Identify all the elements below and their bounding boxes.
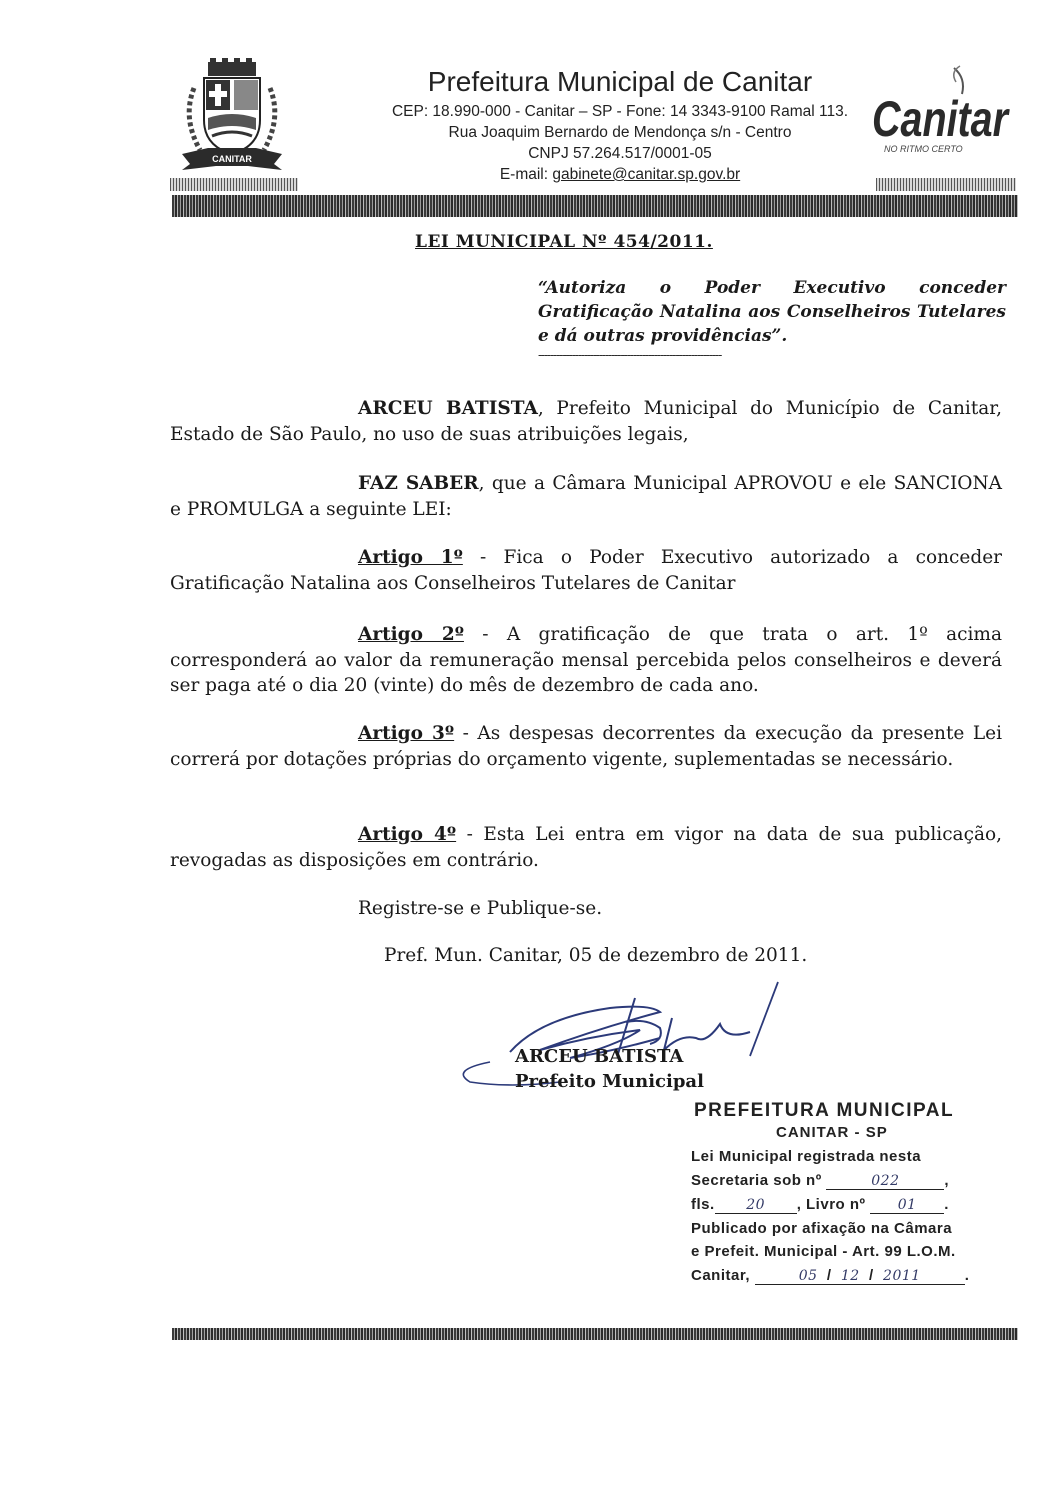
logo-slogan: NO RITMO CERTO <box>884 144 963 154</box>
article-3 <box>170 721 1002 772</box>
article-1-text: - Fica o Poder Executivo autorizado a conceder Gratificação Natalina aos Conselheiros Tutelares de Canitar <box>170 547 1002 594</box>
article-2 <box>170 622 1002 699</box>
stamp-secretaria-value: 022 <box>871 1173 900 1189</box>
preamble-paragraph <box>170 396 1002 447</box>
stamp-date: Canitar, 05 / 12 / 2011 . <box>691 1267 970 1284</box>
stamp-date-label: Canitar, <box>691 1267 751 1284</box>
article-2-text: - A gratificação de que trata o art. 1º acima corresponderá ao valor da remuneração mensal percebida pelos conselheiros e deverá ser paga até o dia 20 (vinte) do mês de dezembro de cada ano. <box>170 624 1002 696</box>
header-email-link[interactable]: gabinete@canitar.sp.gov.br <box>552 166 741 183</box>
stamp-title: PREFEITURA MUNICIPAL <box>694 1100 955 1121</box>
faz-saber-label: FAZ SABER <box>358 473 479 494</box>
stamp-secretaria: Secretaria sob nº 022 , <box>691 1172 950 1189</box>
stamp-line-1: Lei Municipal registrada nesta <box>691 1148 922 1165</box>
article-4-label: Artigo 4º <box>358 824 457 845</box>
stamp-secretaria-label: Secretaria sob nº <box>691 1172 822 1189</box>
law-title: LEI MUNICIPAL Nº 454/2011. <box>415 232 713 252</box>
stamp-date-year: 2011 <box>883 1268 921 1284</box>
article-4 <box>170 822 1002 873</box>
registre-line: Registre-se e Publique-se. <box>358 898 603 919</box>
article-4-text: - Esta Lei entra em vigor na data de sua publicação, revogadas as disposições em contrário. <box>170 824 1002 871</box>
stamp-date-month: 12 <box>840 1268 860 1284</box>
stamp-fls-label: fls. <box>691 1196 715 1213</box>
law-ementa: “Autoriza o Poder Executivo conceder Gratificação Natalina aos Conselheiros Tutelares e dá outras providências”. <box>538 278 1006 346</box>
article-2-label: Artigo 2º <box>358 624 464 645</box>
stamp-livro-value: 01 <box>897 1197 917 1213</box>
article-3-label: Artigo 3º <box>358 723 455 744</box>
stamp-date-day: 05 <box>798 1268 818 1284</box>
stamp-subtitle: CANITAR - SP <box>776 1124 888 1141</box>
article-1-label: Artigo 1º <box>358 547 463 568</box>
stamp-livro-label: , Livro nº <box>796 1196 866 1213</box>
stamp-line-4: Publicado por afixação na Câmara <box>691 1220 953 1237</box>
faz-saber-paragraph <box>170 471 1002 522</box>
article-1 <box>170 545 1002 596</box>
municipal-crest <box>178 58 286 176</box>
header-email-label: E-mail: <box>499 166 553 183</box>
article-3-text: - As despesas decorrentes da execução da presente Lei correrá por dotações próprias do orçamento vigente, suplementadas se necessário. <box>170 723 1002 770</box>
footer-divider-bar <box>172 1328 1018 1340</box>
header-title: Prefeitura Municipal de Canitar <box>427 66 813 97</box>
header-right-stripe <box>876 178 1016 191</box>
signatory-role: Prefeito Municipal <box>515 1071 704 1092</box>
header-address: CEP: 18.990-000 - Canitar – SP - Fone: 14 3343-9100 Ramal 113. <box>391 103 849 120</box>
date-line: Pref. Mun. Canitar, 05 de dezembro de 2011. <box>384 945 808 966</box>
canitar-logo <box>866 64 1016 174</box>
header-divider-bar <box>172 195 1018 217</box>
preamble-text: , Prefeito Municipal do Município de Canitar, Estado de São Paulo, no uso de suas atribuições legais, <box>170 398 1002 445</box>
signatory-name: ARCEU BATISTA <box>515 1046 684 1067</box>
faz-saber-text: , que a Câmara Municipal APROVOU e ele SANCIONA e PROMULGA a seguinte LEI: <box>170 473 1002 520</box>
logo-text: Canitar <box>872 91 1011 147</box>
header-street: Rua Joaquim Bernardo de Mendonça s/n - Centro <box>448 124 792 141</box>
stamp-fls-livro: fls. 20 , Livro nº 01 . <box>691 1196 949 1213</box>
stamp-fls-value: 20 <box>746 1197 766 1213</box>
header-email <box>300 166 940 184</box>
mayor-name: ARCEU BATISTA <box>358 398 538 419</box>
ementa-dashes: ------------------------------------------------------------ <box>538 348 722 362</box>
header-left-stripe <box>170 178 298 191</box>
stamp-line-5: e Prefeit. Municipal - Art. 99 L.O.M. <box>691 1243 956 1260</box>
crest-banner-text: CANITAR <box>212 154 252 164</box>
header-cnpj: CNPJ 57.264.517/0001-05 <box>528 145 712 162</box>
